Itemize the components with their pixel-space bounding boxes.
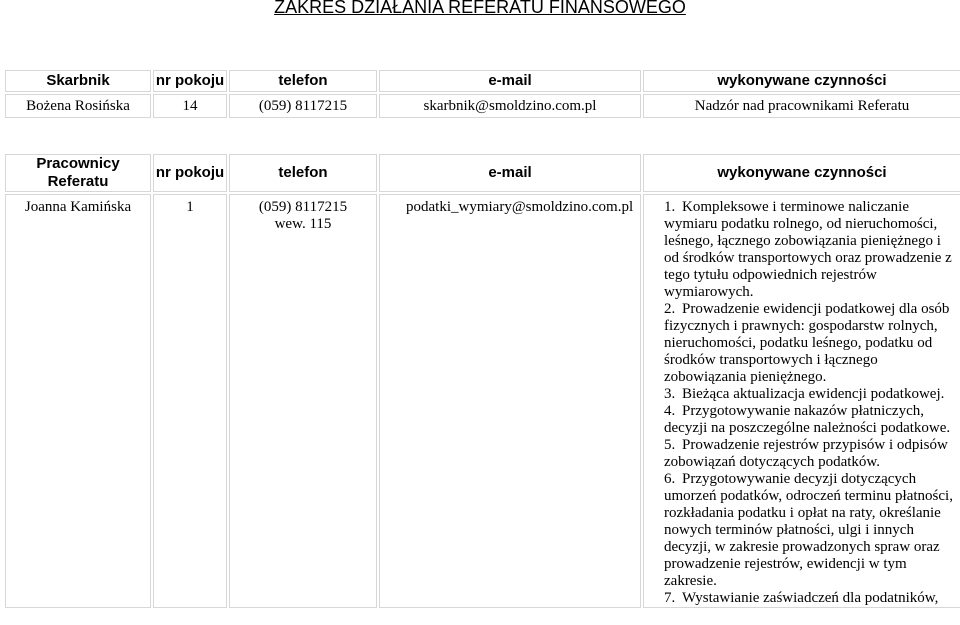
header-duties: wykonywane czynności <box>643 154 960 192</box>
header-email: e-mail <box>379 154 641 192</box>
duty-item <box>664 437 954 471</box>
staff-table <box>3 152 960 610</box>
header-treasurer: Skarbnik <box>5 70 151 92</box>
page-title: ZAKRES DZIAŁANIA REFERATU FINANSOWEGO <box>274 0 686 17</box>
duty-text: Prowadzenie ewidencji podatkowej dla osób fizycznych i prawnych: gospodarstw rolnych, nieruchomości, podatku leśnego, podatku od środków transportowych i łącznego zobowiązania pieniężnego. <box>664 301 950 385</box>
staff-name: Joanna Kamińska <box>5 194 151 608</box>
duty-number: 3. <box>664 386 676 402</box>
treasurer-email[interactable]: skarbnik@smoldzino.com.pl <box>379 94 641 118</box>
duty-text: Kompleksowe i terminowe naliczanie wymiaru podatku rolnego, od nieruchomości, leśnego, łącznego zobowiązania pieniężnego i od środków transportowych oraz prowadzenie z tego tytułu odpowiednich rejestrów wymiarowych. <box>664 199 952 300</box>
staff-duties-cell <box>643 194 960 608</box>
header-email: e-mail <box>379 70 641 92</box>
duty-item <box>664 471 954 590</box>
duty-item <box>664 199 954 301</box>
duty-item <box>664 590 954 607</box>
staff-phone: (059) 8117215 <box>258 199 348 215</box>
staff-header-row <box>5 154 960 192</box>
staff-room: 1 <box>153 194 227 608</box>
treasurer-row <box>5 94 960 118</box>
header-duties: wykonywane czynności <box>643 70 960 92</box>
treasurer-duties: Nadzór nad pracownikami Referatu <box>643 94 960 118</box>
duties-list <box>644 195 960 607</box>
treasurer-table <box>3 68 960 120</box>
treasurer-header-row <box>5 70 960 92</box>
duty-text: Bieżąca aktualizacja ewidencji podatkowej. <box>682 386 945 402</box>
duty-item <box>664 403 954 437</box>
header-phone: telefon <box>229 154 377 192</box>
header-room: nr pokoju <box>153 70 227 92</box>
treasurer-name: Bożena Rosińska <box>5 94 151 118</box>
duty-number: 7. <box>664 590 676 606</box>
staff-row <box>5 194 960 608</box>
duty-text: Prowadzenie rejestrów przypisów i odpisów zobowiązań dotyczących podatków. <box>664 437 948 470</box>
staff-email[interactable]: podatki_wymiary@smoldzino.com.pl <box>379 194 641 608</box>
duty-text: Przygotowywanie decyzji dotyczących umorzeń podatków, odroczeń terminu płatności, rozkładania podatku i opłat na raty, określanie nowych terminów płatności, ulgi i innych decyzji, w zakresie prowadzonych spraw oraz prowadzenie rejestrów, ewidencji w tym zakresie. <box>664 471 953 589</box>
duty-number: 1. <box>664 199 676 215</box>
staff-phone-cell <box>229 194 377 608</box>
duty-number: 6. <box>664 471 676 487</box>
header-room: nr pokoju <box>153 154 227 192</box>
duty-number: 4. <box>664 403 676 419</box>
treasurer-room: 14 <box>153 94 227 118</box>
treasurer-phone: (059) 8117215 <box>229 94 377 118</box>
duty-item <box>664 386 954 403</box>
duty-number: 2. <box>664 301 676 317</box>
duty-number: 5. <box>664 437 676 453</box>
duty-text: Przygotowywanie nakazów płatniczych, decyzji na poszczególne należności podatkowe. <box>664 403 951 436</box>
duty-item <box>664 301 954 386</box>
header-staff: Pracownicy Referatu <box>5 154 151 192</box>
header-phone: telefon <box>229 70 377 92</box>
staff-phone-ext: wew. 115 <box>274 216 332 232</box>
duty-text: Wystawianie zaświadczeń dla podatników, <box>682 590 939 606</box>
